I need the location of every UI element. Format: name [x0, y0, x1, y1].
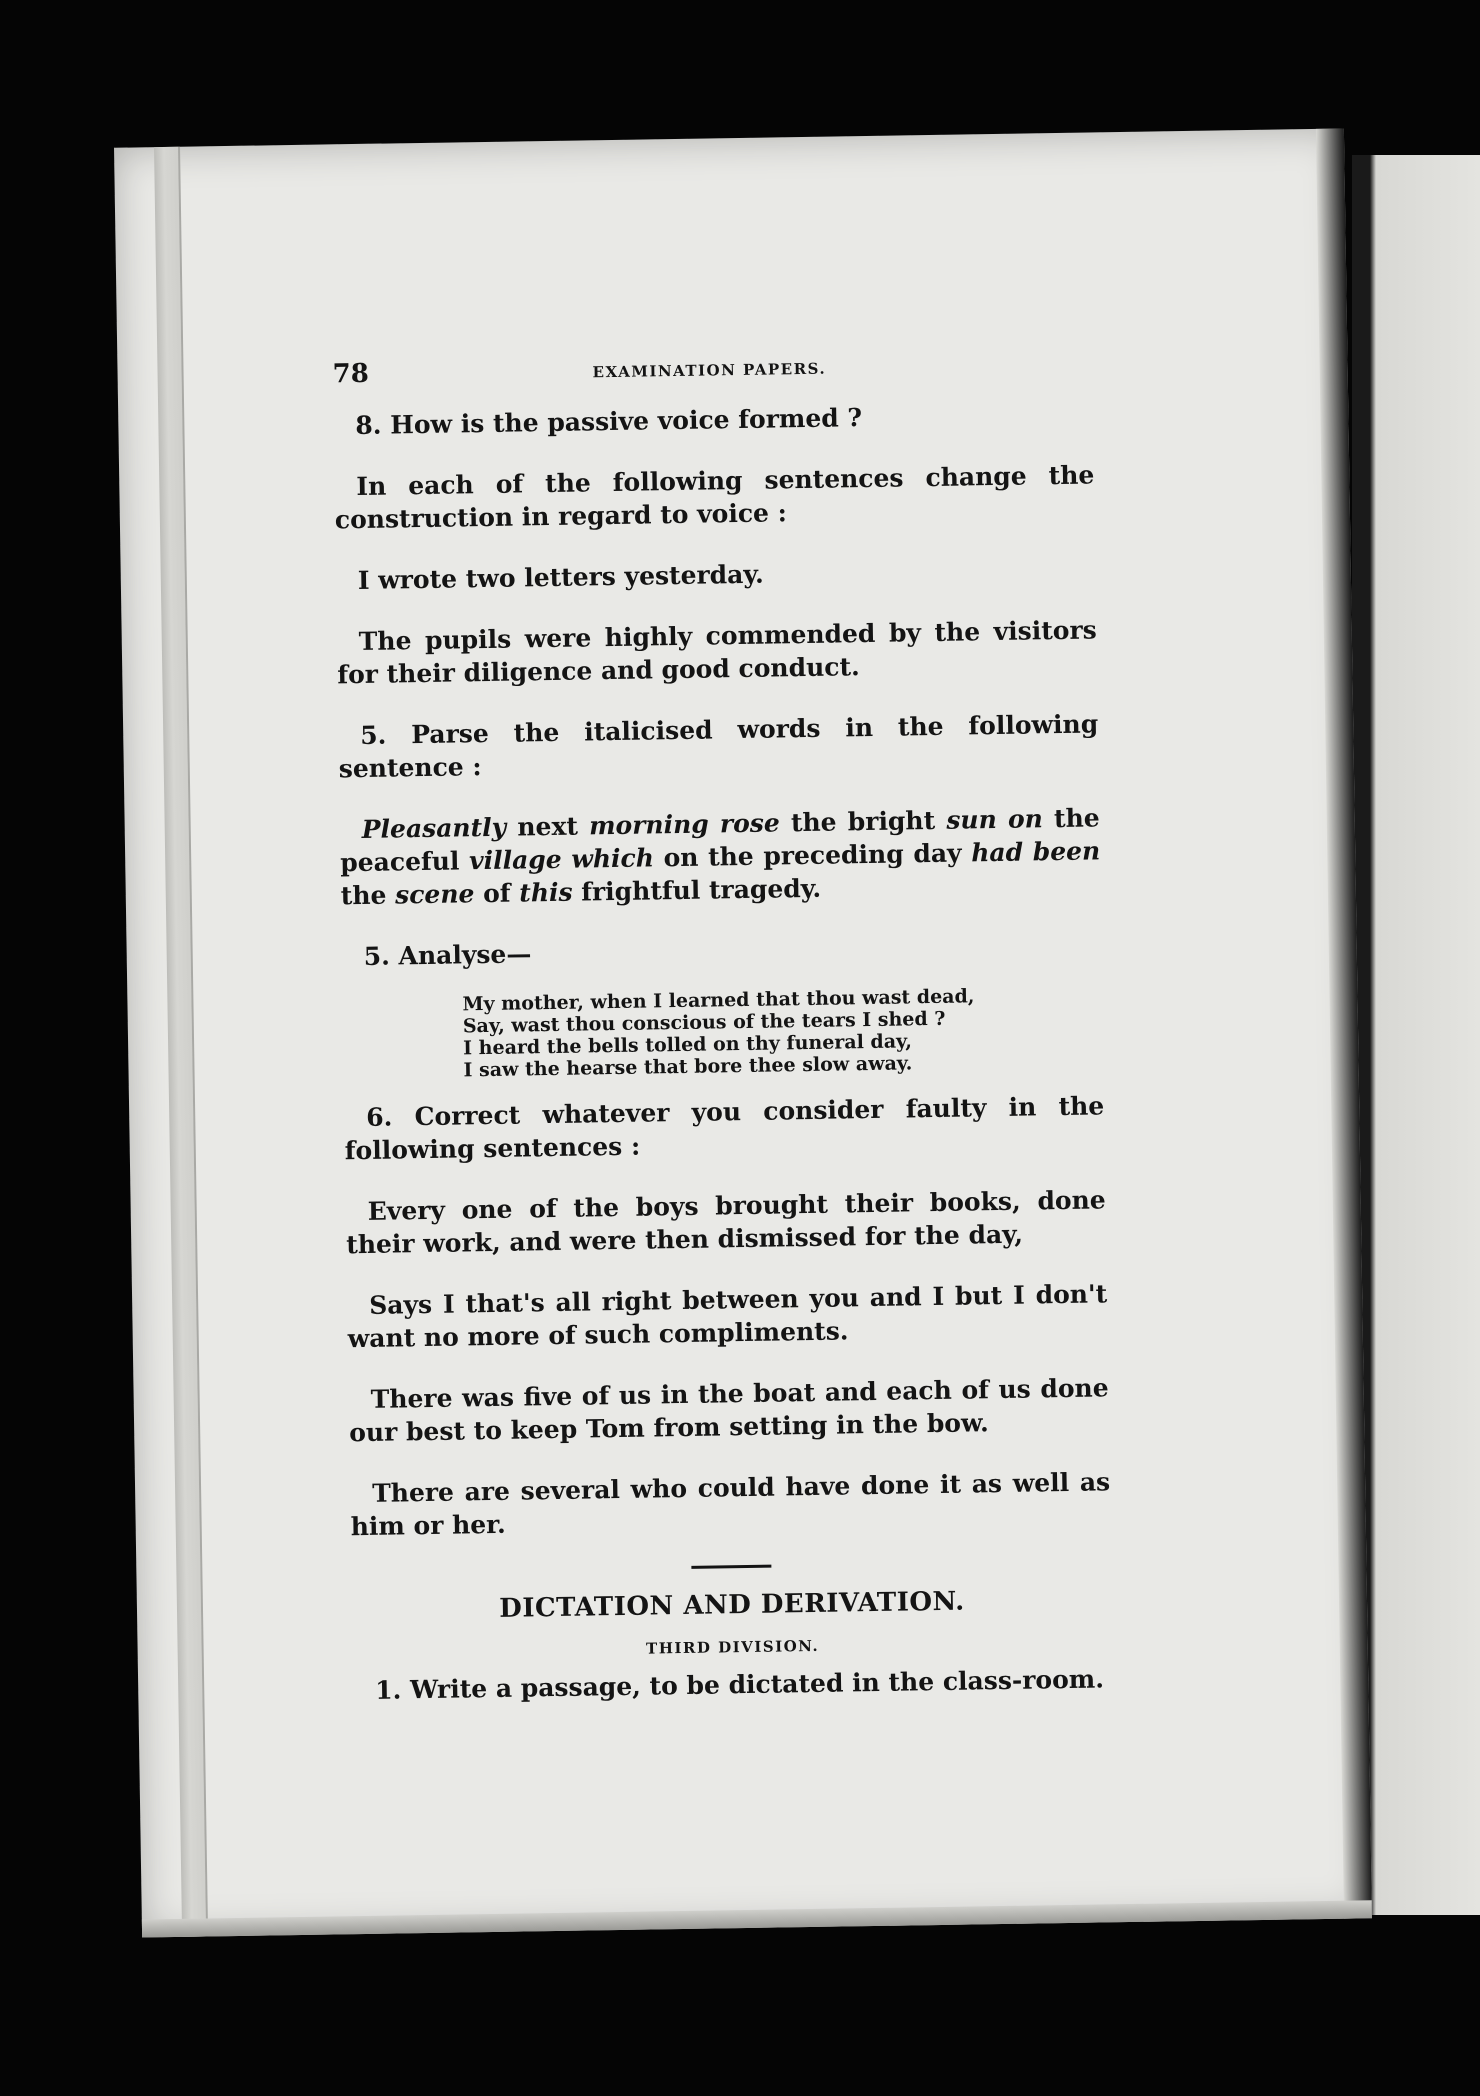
- plain-text: on the preceding day: [653, 838, 972, 873]
- section-divider: [691, 1565, 771, 1569]
- page-gutter: [154, 147, 208, 1937]
- parse-sentence: [339, 801, 1100, 912]
- book-page: [114, 128, 1372, 1937]
- voice-sentence-2: The pupils were highly commended by the visitors for their diligence and good conduct.: [337, 615, 1097, 690]
- italic-word: village which: [468, 843, 655, 876]
- italic-word: morning rose: [588, 808, 780, 841]
- faulty-sentence-3: There was five of us in the boat and each of us done our best to keep Tom from setting in the bow.: [349, 1373, 1109, 1448]
- question-analyse: 5. Analyse—: [363, 939, 532, 971]
- italic-word: scene: [394, 879, 475, 910]
- question-correct: 6. Correct whatever you consider faulty in the following sentences :: [344, 1091, 1105, 1166]
- plain-text: next: [505, 811, 590, 842]
- faulty-sentence-2: Says I that's all right between you and I but I don't want no more of such compliments.: [347, 1279, 1108, 1354]
- italic-word: had been: [970, 836, 1101, 868]
- faulty-sentence-1: Every one of the boys brought their books, done their work, and were then dismissed for the day,: [346, 1185, 1106, 1260]
- plain-text: the: [340, 880, 396, 911]
- faulty-sentence-4: There are several who could have done it as well as him or her.: [350, 1467, 1111, 1542]
- plain-text: of: [474, 878, 520, 909]
- plain-text: frightful tragedy.: [572, 873, 822, 907]
- verse-line: Say, wast thou conscious of the tears I shed ?: [462, 1007, 946, 1038]
- page-content: [332, 347, 1114, 1735]
- voice-instruction: In each of the following sentences change the construction in regard to voice :: [334, 460, 1095, 535]
- page-number: 78: [332, 358, 370, 390]
- verse-line: My mother, when I learned that thou wast dead,: [462, 985, 975, 1016]
- verse-block: [462, 983, 1103, 1081]
- division-title: THIRD DIVISION.: [645, 1636, 820, 1658]
- italic-word: Pleasantly: [361, 812, 507, 844]
- running-head: [332, 347, 1093, 399]
- plain-text: the peaceful: [340, 803, 1100, 878]
- question-parse: 5. Parse the italicised words in the following sentence :: [338, 709, 1099, 784]
- question-8: 8. How is the passive voice formed ?: [355, 403, 863, 441]
- verse-line: I saw the hearse that bore thee slow away.: [463, 1052, 913, 1082]
- dictation-item-1: 1. Write a passage, to be dictated in the class-room.: [375, 1664, 1105, 1705]
- facing-page-edge: [1352, 155, 1480, 1915]
- plain-text: the bright: [779, 805, 947, 838]
- italic-word: this: [519, 877, 573, 908]
- section-title: DICTATION AND DERIVATION.: [499, 1586, 965, 1624]
- italic-word: sun on: [946, 804, 1044, 835]
- running-title: EXAMINATION PAPERS.: [592, 359, 827, 382]
- verse-line: I heard the bells tolled on thy funeral day,: [463, 1030, 913, 1060]
- voice-sentence-1: I wrote two letters yesterday.: [357, 559, 764, 595]
